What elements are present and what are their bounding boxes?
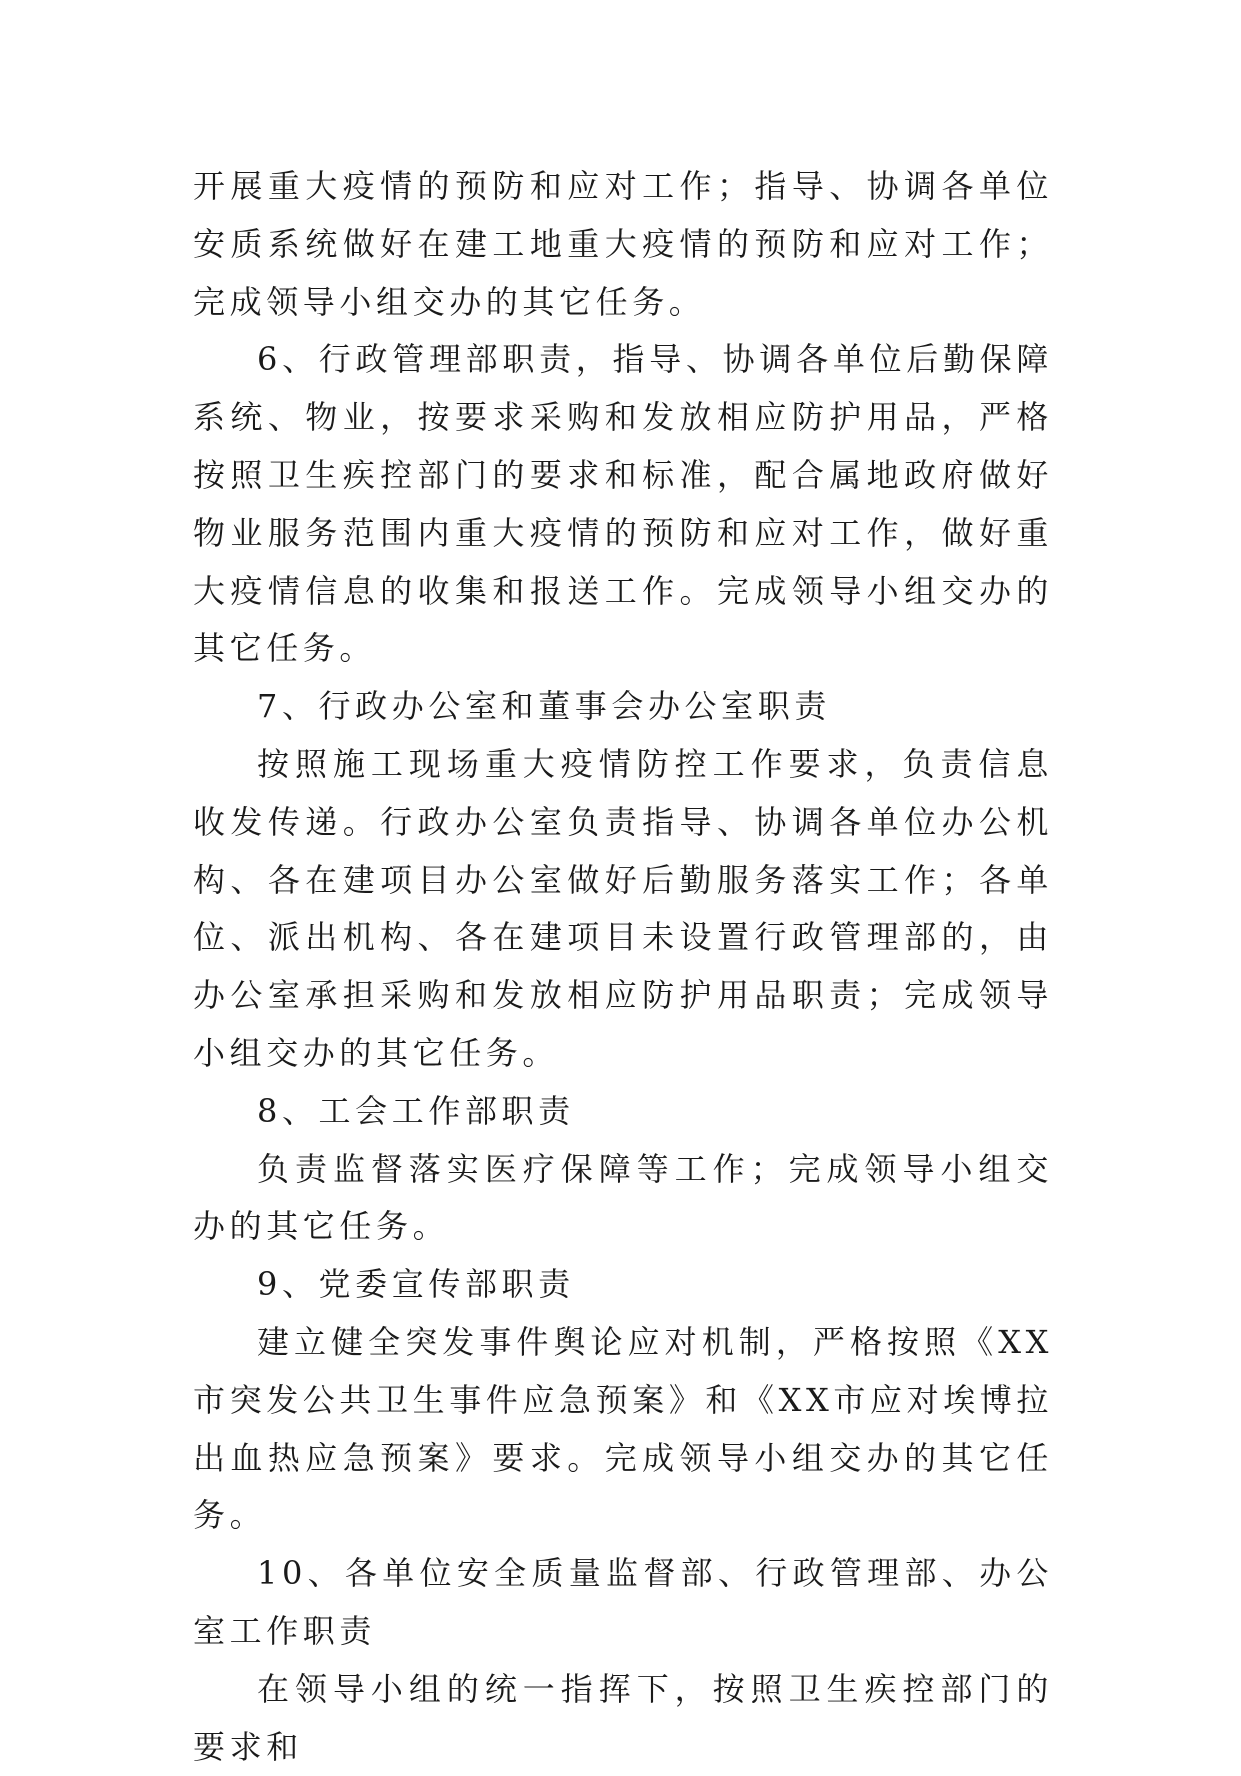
heading-union-duties: 8、工会工作部职责	[257, 1091, 575, 1130]
paragraph-union-duties: 负责监督落实医疗保障等工作；完成领导小组交办的其它任务。	[193, 1149, 1053, 1246]
paragraph-continuation: 开展重大疫情的预防和应对工作；指导、协调各单位安质系统做好在建工地重大疫情的预防和应对工作；完成领导小组交办的其它任务。	[193, 167, 1053, 321]
document-body	[193, 158, 1053, 1776]
paragraph-publicity-duties: 建立健全突发事件舆论应对机制，严格按照《XX市突发公共卫生事件应急预案》和《XX市应对埃博拉出血热应急预案》要求。完成领导小组交办的其它任务。	[193, 1322, 1053, 1535]
paragraph-admin-dept-duties: 6、行政管理部职责，指导、协调各单位后勤保障系统、物业，按要求采购和发放相应防护用品，严格按照卫生疾控部门的要求和标准，配合属地政府做好物业服务范围内重大疫情的预防和应对工作，做好重大疫情信息的收集和报送工作。完成领导小组交办的其它任务。	[193, 340, 1053, 668]
paragraph-admin-office-duties: 按照施工现场重大疫情防控工作要求，负责信息收发传递。行政办公室负责指导、协调各单位办公机构、各在建项目办公室做好后勤服务落实工作；各单位、派出机构、各在建项目未设置行政管理部的，由办公室承担采购和发放相应防护用品职责；完成领导小组交办的其它任务。	[193, 744, 1053, 1072]
heading-publicity-duties: 9、党委宣传部职责	[257, 1265, 575, 1304]
heading-admin-office-duties: 7、行政办公室和董事会办公室职责	[257, 687, 831, 726]
heading-unit-departments-duties: 10、各单位安全质量监督部、行政管理部、办公室工作职责	[193, 1554, 1053, 1650]
paragraph-unit-departments-duties: 在领导小组的统一指挥下，按照卫生疾控部门的要求和	[193, 1669, 1053, 1766]
